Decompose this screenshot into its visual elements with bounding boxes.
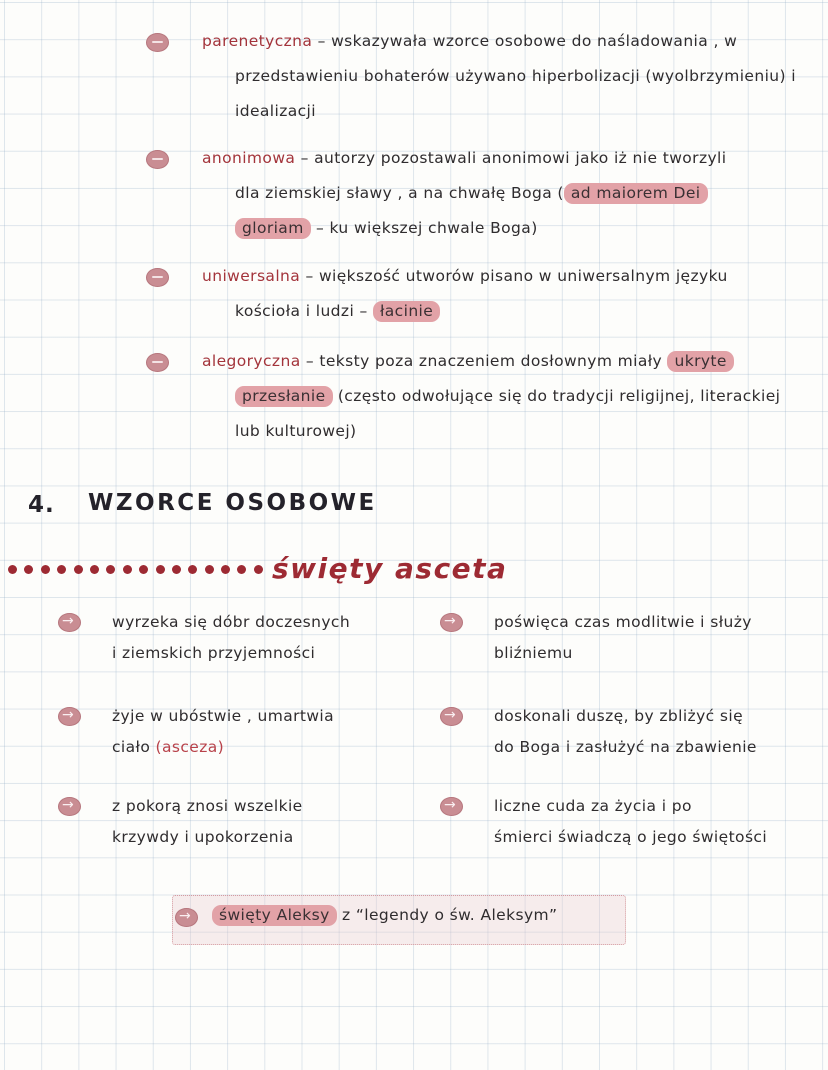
feature-term: alegoryczna (202, 352, 301, 370)
highlight-gloriam: gloriam (235, 218, 311, 239)
feature-line (202, 24, 796, 59)
bullet-dash-4 (146, 353, 169, 372)
ascetic-left-item-2 (112, 701, 334, 763)
ascetic-right-item-2 (494, 701, 757, 763)
feature-line (202, 259, 728, 294)
bullet-arrow-right-1 (440, 613, 463, 632)
highlight-ukryte: ukryte (667, 351, 733, 372)
bullet-dash-2 (146, 150, 169, 169)
item-line: do Boga i zasłużyć na zbawienie (494, 738, 757, 756)
item-line: liczne cuda za życia i po (494, 797, 692, 815)
bullet-arrow-left-1 (58, 613, 81, 632)
item-line: z pokorą znosi wszelkie (112, 797, 303, 815)
ascetic-left-item-1 (112, 607, 350, 669)
feature-line: idealizacji (235, 102, 316, 120)
feature-line: przedstawieniu bohaterów używano hiperbolizacji (wyolbrzymieniu) i (235, 67, 796, 85)
feature-alegoryczna (202, 344, 780, 449)
ascetic-right-item-1 (494, 607, 752, 669)
highlight-przeslanie: przesłanie (235, 386, 333, 407)
item-line: śmierci świadczą o jego świętości (494, 828, 768, 846)
feature-parenetyczna (202, 24, 796, 129)
feature-line (202, 344, 780, 379)
feature-line (235, 211, 726, 246)
item-line: żyje w ubóstwie , umartwia (112, 707, 335, 725)
feature-line (235, 294, 728, 329)
feature-text: kościoła i ludzi – (235, 302, 373, 320)
bullet-dash-3 (146, 268, 169, 287)
feature-text: – teksty poza znaczeniem dosłownym miały (300, 352, 668, 370)
ascetic-left-item-3 (112, 791, 303, 853)
highlight-lacinie: łacinie (373, 301, 440, 322)
item-line: i ziemskich przyjemności (112, 644, 316, 662)
feature-uniwersalna (202, 259, 728, 329)
feature-line: lub kulturowej) (235, 422, 357, 440)
feature-term: anonimowa (202, 149, 296, 167)
highlight-ad-maiorem: ad maiorem Dei (564, 183, 708, 204)
bullet-dash-1 (146, 33, 169, 52)
highlight-swiety-aleksy: święty Aleksy (212, 905, 337, 926)
section-title: WZORCE OSOBOWE (88, 490, 377, 516)
item-line (112, 732, 334, 763)
item-line: poświęca czas modlitwie i służy (494, 613, 752, 631)
item-line: bliźniemu (494, 644, 573, 662)
feature-text: – większość utworów pisano w uniwersalnym języku (300, 267, 728, 285)
bullet-arrow-right-3 (440, 797, 463, 816)
bullet-arrow-left-2 (58, 707, 81, 726)
feature-text: – ku większej chwale Boga) (310, 219, 538, 237)
bullet-arrow-example (175, 908, 198, 927)
feature-text: – autorzy pozostawali anonimowi jako iż nie tworzyli (295, 149, 727, 167)
item-note: (asceza) (155, 738, 225, 756)
example-text (212, 906, 557, 924)
ascetic-right-item-3 (494, 791, 767, 853)
section-number: 4. (28, 492, 55, 518)
bullet-arrow-left-3 (58, 797, 81, 816)
feature-text: dla ziemskiej sławy , a na chwałę Boga ( (235, 184, 564, 202)
dotted-leader (8, 563, 263, 575)
feature-text: – wskazywała wzorce osobowe do naśladowania , w (312, 32, 738, 50)
feature-term: uniwersalna (202, 267, 301, 285)
item-text: ciało (112, 738, 156, 756)
item-line: wyrzeka się dóbr doczesnych (112, 613, 351, 631)
feature-text: (często odwołujące się do tradycji religijnej, literackiej (332, 387, 781, 405)
item-line: doskonali duszę, by zbliżyć się (494, 707, 744, 725)
feature-line (235, 176, 726, 211)
feature-term: parenetyczna (202, 32, 313, 50)
section-subtitle: święty asceta (272, 552, 508, 585)
feature-line (202, 141, 726, 176)
feature-anonimowa (202, 141, 726, 246)
bullet-arrow-right-2 (440, 707, 463, 726)
item-line: krzywdy i upokorzenia (112, 828, 294, 846)
example-source: z “legendy o św. Aleksym” (341, 906, 558, 924)
feature-line (235, 379, 780, 414)
